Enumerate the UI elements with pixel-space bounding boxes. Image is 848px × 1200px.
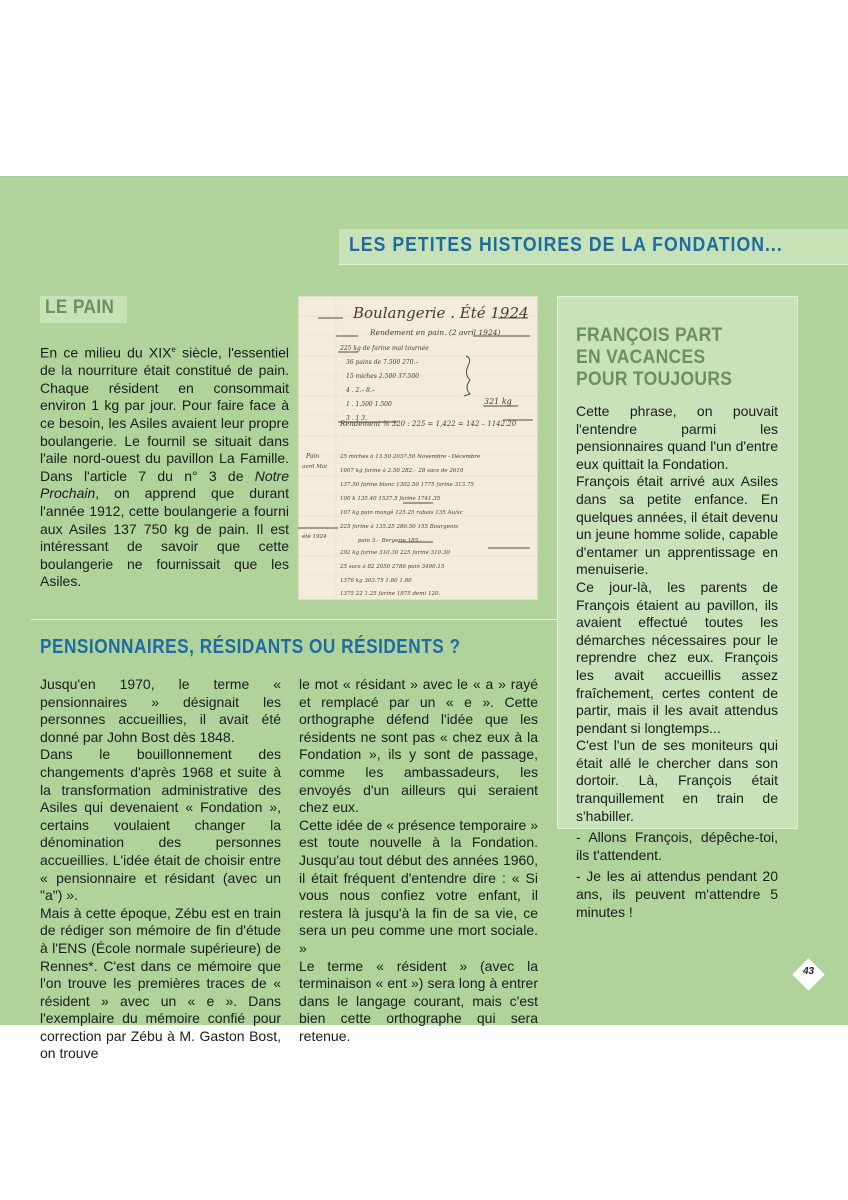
svg-text:100 k 135.40 1537.: 100 k 135.40 1537.5 farine 1741.35	[340, 496, 441, 502]
svg-text:137.50 farine blanc 1302.50: 137.50 farine blanc 1302.50 1775 farine 313.75	[340, 482, 474, 488]
page-number: 43	[802, 966, 815, 977]
paragraph: Le terme « résident » (avec la terminaison « ent ») sera long à entrer dans le langage courant, mais c'est bien cette orthographe qui sera retenue.	[299, 957, 538, 1044]
section-divider	[31, 619, 557, 620]
ledger-photo	[298, 296, 538, 600]
text-run: siècle, l'essentiel de la nourriture était constitué de pain. Chaque résident en consommait environ 1 kg par jour. Pour faire face à ce besoin, les Asiles avaient leur propre boulangerie. Le fournil se situait dans l'aile nord-ouest du pavillon La Famille. Dans l'article 7 du n° 3 de	[40, 344, 289, 484]
paragraph: Cette phrase, on pouvait l'entendre parmi les pensionnaires quand l'un d'entre eux quittait la Fondation.	[576, 403, 778, 472]
le-pain-heading-text: LE PAIN	[45, 297, 115, 318]
svg-text:1376 kg 303.75 1.80: 1376 kg 303.75 1.80 1.80	[340, 578, 412, 584]
sidebar-story-box	[557, 296, 798, 920]
dialogue-line: - Allons François, dépêche-toi, ils t'attendent.	[576, 829, 778, 863]
le-pain-heading	[40, 296, 127, 323]
article-column-1	[40, 676, 281, 1063]
ledger-title: Boulangerie . Été 1924	[353, 304, 529, 322]
paragraph: Dans le bouillonnement des changements d'après 1968 et suite à la transformation administrative des Asiles qui devenaient « Fondation », certains voulaient changer la dénomination des personnes accueillies. L'idée était de choisir entre « pensionnaire et résidant (avec un "a") ».	[40, 746, 281, 904]
title-line: FRANÇOIS PART	[576, 324, 723, 346]
svg-text:Rendement % 320 : 225 = 1,422: Rendement % 320 : 225 = 1,422 = 142 – 1142.20	[340, 420, 517, 428]
sidebar-story-text	[576, 403, 778, 921]
svg-text:107 kg pain mangé 125.25: 107 kg pain mangé 125.25 rabais 135 Au/sc	[340, 510, 463, 516]
le-pain-paragraph	[40, 341, 289, 591]
sidebar-story-title	[576, 324, 732, 390]
title-line: EN VACANCES	[576, 346, 706, 368]
paragraph: François était arrivé aux Asiles dans sa petite enfance. En quelques années, il était devenu un jeune homme solide, capable d'entamer un apprentissage en menuiserie.	[576, 473, 778, 578]
header-banner	[339, 229, 848, 265]
svg-text:1375 22 1.25 farine 19: 1375 22 1.25 farine 1975 demi 120.	[340, 591, 441, 597]
svg-text:été 1924: été 1924	[302, 534, 327, 540]
svg-text:25 miches à 13.50 2037.50: 25 miches à 13.50 2037.50 Novembre - Décembre	[340, 454, 481, 460]
svg-text:1007 kg farine à 2.50 282.–: 1007 kg farine à 2.50 282.– 28 sacs de 2610	[340, 468, 464, 474]
page-title: LES PETITES HISTOIRES DE LA FONDATION...	[349, 233, 783, 256]
svg-text:225 farine à 135.25 286.50: 225 farine à 135.25 286.50 155 Bourgeois	[340, 524, 458, 530]
paragraph: C'est l'un de ses moniteurs qui était allé le chercher dans son dortoir. Là, François était tranquillement en train de s'habiller.	[576, 737, 778, 824]
svg-text:pain 3.– Bergerie: pain 3.– Bergerie 185.–	[358, 538, 423, 544]
superscript: e	[171, 345, 176, 354]
paragraph: Ce jour-là, les parents de François étaient au pavillon, ils avaient effectué toutes les démarches nécessaires pour le reprendre chez eux. François les avait accueillis assez fraîchement, certes content de partir, mais il les avait attendus pendant si longtemps...	[576, 578, 778, 736]
paragraph: Mais à cette époque, Zébu est en train de rédiger son mémoire de fin d'étude à l'ENS (École normale supérieure) de Rennes*. C'est dans ce mémoire que l'on trouve les premières traces de « résident » avec un « e ». Dans l'exemplaire du mémoire confié pour correction par Zébu à M. Gaston Bost, on trouve	[40, 904, 281, 1062]
text-run: , on apprend que durant l'année 1912, cette boulangerie a fourni aux Asiles 137 750 kg de pain. Il est intéressant de savoir que cette boulangerie ne fournissait que les Asiles.	[40, 485, 289, 590]
svg-text:avril Mai: avril Mai	[302, 464, 327, 470]
paragraph: Jusqu'en 1970, le terme « pensionnaires » désignait les personnes accueillies, il avait été donné par John Bost dès 1848.	[40, 676, 281, 745]
article-column-2	[299, 676, 538, 1045]
ledger-subtitle: Rendement en pain. (2 avril 1924)	[370, 328, 501, 337]
publication-title: Notre Prochain	[40, 467, 289, 502]
dialogue-line: - Je les ai attendus pendant 20 ans, ils peuvent m'attendre 5 minutes !	[576, 868, 778, 920]
svg-text:15 miches 2.500 37.500: 15 miches 2.500 37.500	[346, 373, 419, 380]
text-run: En ce milieu du XIX	[40, 344, 172, 361]
paragraph: le mot « résidant » avec le « a » rayé et remplacé par un « e ». Cette orthographe défend l'idée que les résidents ne sont pas « chez eux à la Fondation », ils y sont de passage, comme les ambassadeurs, les envoyés d'un ailleurs qui seraient chez eux.	[299, 676, 538, 816]
svg-text:36 pains de 7.500 270.–: 36 pains de 7.500 270.–	[346, 359, 419, 366]
svg-text:1 . 1.500 1.500: 1 . 1.500 1.500	[346, 401, 392, 408]
svg-text:3 . 1 3.: 3 . 1 3.	[346, 415, 367, 422]
section-title-pensionnaires: PENSIONNAIRES, RÉSIDANTS OU RÉSIDENTS ?	[40, 636, 461, 658]
paragraph: Cette idée de « présence temporaire » est toute nouvelle à la Fondation. Jusqu'au tout début des années 1960, il était fréquent d'entendre dire : « Si vous nous confiez votre enfant, il restera là jusqu'à la fin de sa vie, ce sera un peu comme une mort sociale. »	[299, 816, 538, 956]
svg-text:321 kg: 321 kg	[484, 397, 512, 406]
title-line: POUR TOUJOURS	[576, 368, 733, 390]
svg-text:25 sacs à 82 2050 2786 pai: 25 sacs à 82 2050 2786 pain 3490.15	[340, 564, 445, 570]
svg-text:Pain: Pain	[306, 453, 320, 460]
svg-text:4 . 2.– 8.–: 4 . 2.– 8.–	[346, 387, 375, 394]
ledger-drawing	[298, 296, 538, 600]
svg-text:292 kg farine 310.30 225 f: 292 kg farine 310.30 225 farine 310.30	[340, 550, 450, 556]
svg-text:225 kg de farine mal tournée: 225 kg de farine mal tournée	[340, 345, 429, 352]
